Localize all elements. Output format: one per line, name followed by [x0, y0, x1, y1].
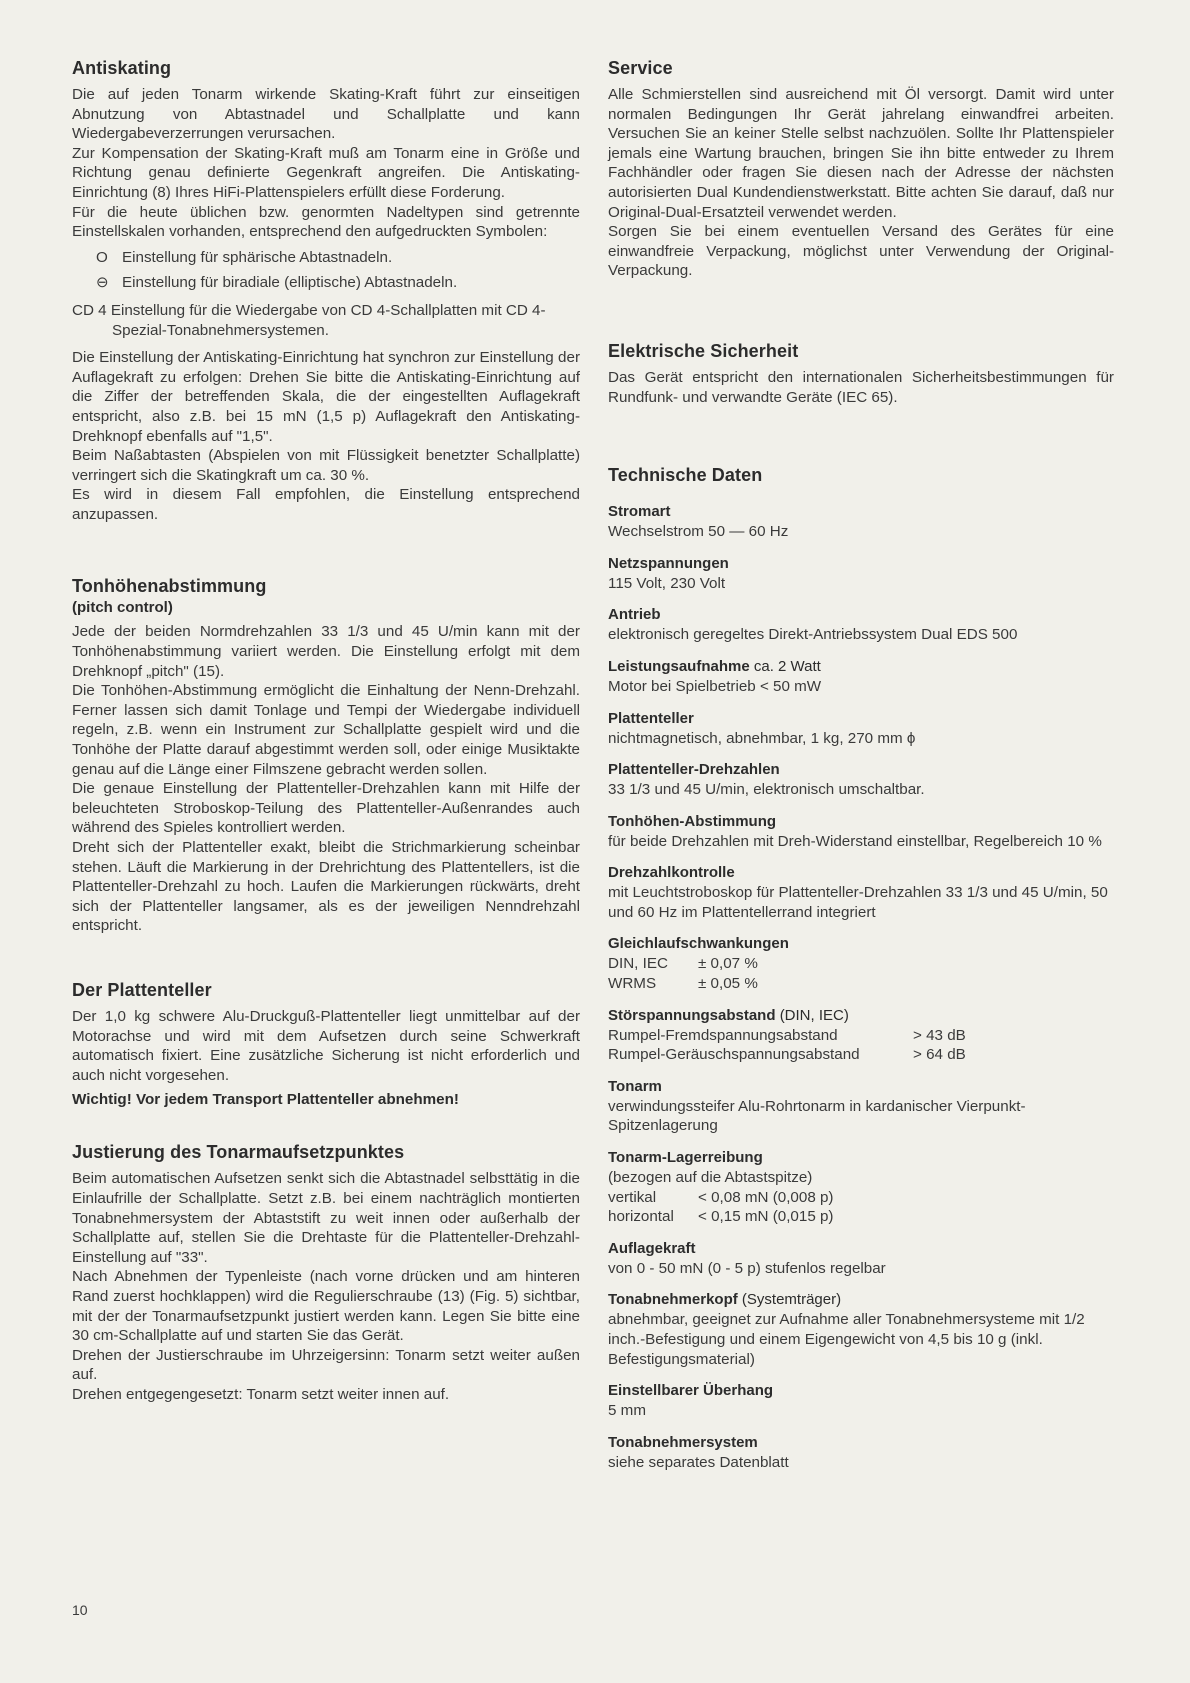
spec-value: mit Leuchtstroboskop für Plattenteller-Drehzahlen 33 1/3 und 45 U/min, 50 und 60 Hz im Plattentellerrand integriert	[608, 884, 1108, 921]
spec-antrieb	[608, 605, 1114, 645]
symbol-row-spherical	[72, 248, 580, 268]
spec-label	[608, 1290, 1114, 1310]
spec-drehzahlen	[608, 760, 1114, 800]
spec-label-extra: (DIN, IEC)	[779, 1006, 849, 1024]
biradial-symbol-icon: ⊖	[96, 274, 109, 292]
spec-row	[608, 1188, 1114, 1208]
justage-section	[72, 1142, 580, 1404]
platter-section	[72, 980, 580, 1108]
spec-row-key: horizontal	[608, 1208, 674, 1226]
spec-row-key: WRMS	[608, 975, 657, 993]
spec-label-text: Störspannungsabstand	[608, 1006, 776, 1024]
platter-heading: Der Plattenteller	[72, 979, 212, 1000]
antiskating-paragraph-1: Die auf jeden Tonarm wirkende Skating-Kraft führt zur einseitigen Abnutzung von Abtastnadel und Schallplatte und kann Wiedergabeverzerrungen verursachen.	[72, 86, 580, 143]
justage-paragraph-4: Drehen entgegengesetzt: Tonarm setzt weiter innen auf.	[72, 1385, 450, 1403]
safety-section	[608, 341, 1114, 407]
spherical-symbol-icon: O	[96, 248, 108, 266]
spec-tonhoehen-abstimmung	[608, 812, 1114, 852]
spec-row-key: Rumpel-Geräuschspannungsabstand	[608, 1046, 860, 1064]
justage-paragraph-1: Beim automatischen Aufsetzen senkt sich die Abtastnadel selbsttätig in die Einlaufrille der Schallplatte. Setzt z.B. bei einem nachträglich montierten Tonabnehmersystem der Abtaststift zu weit innen oder außerhalb der Schallplatte auf, stellen Sie die Drehtaste für die Plattenteller-Drehzahl-Einstellung auf "33".	[72, 1170, 580, 1266]
spec-label-text: Leistungsaufnahme	[608, 657, 750, 675]
pitch-subheading: (pitch control)	[72, 599, 173, 617]
spec-plattenteller	[608, 709, 1114, 749]
pitch-paragraph-1: Jede der beiden Normdrehzahlen 33 1/3 und 45 U/min kann mit der Tonhöhenabstimmung variiert werden. Die Einstellung erfolgt mit dem Drehknopf „pitch" (15).	[72, 623, 580, 680]
spec-label: Netzspannungen	[608, 554, 729, 572]
spec-row-key: DIN, IEC	[608, 955, 668, 973]
page-number: 10	[72, 1602, 88, 1618]
platter-paragraph: Der 1,0 kg schwere Alu-Druckguß-Plattenteller liegt unmittelbar auf der Motorachse und wird mit dem Aufsetzen durch seine Schwerkraft automatisch fixiert. Eine zusätzliche Sicherung ist nicht erforderlich und auch nicht vorgesehen.	[72, 1007, 580, 1084]
spec-lagerreibung	[608, 1148, 1114, 1227]
safety-paragraph: Das Gerät entspricht den internationalen Sicherheitsbestimmungen für Rundfunk- und verwandte Geräte (IEC 65).	[608, 368, 1114, 406]
antiskating-section	[72, 58, 580, 524]
spec-row	[608, 974, 1114, 994]
spec-label-extra: ca. 2 Watt	[753, 657, 821, 675]
spec-label: Drehzahlkontrolle	[608, 864, 735, 882]
biradial-setting-text: Einstellung für biradiale (elliptische) Abtastnadeln.	[122, 274, 458, 292]
pitch-paragraph-3: Die genaue Einstellung der Plattenteller-Drehzahlen kann mit Hilfe der beleuchteten Stroboskop-Teilung des Plattenteller-Außenrandes auch während des Spieles kontrolliert werden.	[72, 780, 580, 837]
spec-value: 115 Volt, 230 Volt	[608, 574, 726, 592]
spec-value: elektronisch geregeltes Direkt-Antriebssystem Dual EDS 500	[608, 626, 1018, 644]
spec-row	[608, 1026, 1114, 1046]
spec-label: Tonabnehmersystem	[608, 1433, 758, 1451]
antiskating-paragraph-5: Beim Naßabtasten (Abspielen von mit Flüssigkeit benetzter Schallplatte) verringert sich die Skatingkraft um ca. 30 %.	[72, 447, 580, 484]
spec-gleichlauf	[608, 934, 1114, 993]
antiskating-paragraph-6: Es wird in diesem Fall empfohlen, die Einstellung entsprechend anzupassen.	[72, 486, 580, 523]
spec-leistungsaufnahme	[608, 657, 1114, 697]
justage-paragraph-2: Nach Abnehmen der Typenleiste (nach vorne drücken und am hinteren Rand zuerst hochklappen) wird die Regulierschraube (13) (Fig. 5) sichtbar, mit der der Tonarmaufsetzpunkt justiert werden kann. Legen Sie bitte eine 30 cm-Schallplatte auf und starten Sie das Gerät.	[72, 1268, 580, 1345]
spec-value: 5 mm	[608, 1402, 646, 1420]
spec-label: Auflagekraft	[608, 1239, 696, 1257]
spec-label-extra: (Systemträger)	[741, 1291, 842, 1309]
spec-ueberhang	[608, 1381, 1114, 1421]
spec-value: siehe separates Datenblatt	[608, 1453, 789, 1471]
spec-tonabnehmerkopf	[608, 1290, 1114, 1369]
spec-label: Antrieb	[608, 606, 661, 624]
spec-value: Motor bei Spielbetrieb < 50 mW	[608, 677, 822, 695]
symbol-row-biradial	[72, 273, 580, 293]
spec-row-value: ± 0,05 %	[698, 975, 758, 993]
antiskating-paragraph-2: Zur Kompensation der Skating-Kraft muß am Tonarm eine in Größe und Richtung genau definierte Gegenkraft angreifen. Die Antiskating-Einrichtung (8) Ihres HiFi-Plattenspielers erfüllt diese Forderung.	[72, 144, 580, 201]
spec-label: Tonarm-Lagerreibung	[608, 1149, 763, 1167]
spec-value: verwindungssteifer Alu-Rohrtonarm in kardanischer Vierpunkt-Spitzenlagerung	[608, 1097, 1026, 1135]
justage-heading: Justierung des Tonarmaufsetzpunktes	[72, 1142, 405, 1163]
antiskating-paragraph-3: Für die heute üblichen bzw. genormten Nadeltypen sind getrennte Einstellskalen vorhanden, entsprechend den aufgedruckten Symbolen:	[72, 203, 580, 241]
spec-stoerspannung	[608, 1006, 1114, 1065]
platter-warning: Wichtig! Vor jedem Transport Plattenteller abnehmen!	[72, 1091, 459, 1109]
spec-label-text: Tonabnehmerkopf	[608, 1291, 738, 1309]
spec-row	[608, 954, 1114, 974]
spec-value: von 0 - 50 mN (0 - 5 p) stufenlos regelbar	[608, 1259, 886, 1277]
service-paragraph-2: Sorgen Sie bei einem eventuellen Versand des Gerätes für eine einwandfreie Verpackung, möglichst unter Verwendung der Original-Verpackung.	[608, 223, 1114, 280]
spec-value: nichtmagnetisch, abnehmbar, 1 kg, 270 mm ϕ	[608, 729, 916, 747]
spec-row-value: < 0,08 mN (0,008 p)	[698, 1188, 834, 1206]
justage-paragraph-3: Drehen der Justierschraube im Uhrzeigersinn: Tonarm setzt weiter außen auf.	[72, 1346, 580, 1384]
spec-row-value: > 43 dB	[913, 1026, 966, 1044]
spec-drehzahlkontrolle	[608, 863, 1114, 922]
spec-netzspannungen	[608, 554, 1114, 594]
spec-tonarm	[608, 1077, 1114, 1136]
spec-subtitle: (bezogen auf die Abtastspitze)	[608, 1169, 813, 1187]
spec-row-key: vertikal	[608, 1188, 657, 1206]
spec-auflagekraft	[608, 1239, 1114, 1279]
spec-label: Tonarm	[608, 1077, 662, 1095]
spec-row-key: Rumpel-Fremdspannungsabstand	[608, 1026, 838, 1044]
right-column	[608, 58, 1114, 1484]
pitch-heading: Tonhöhenabstimmung	[72, 576, 267, 597]
spec-row-value: > 64 dB	[913, 1046, 966, 1064]
service-heading: Service	[608, 58, 673, 78]
spec-label	[608, 657, 1114, 677]
spec-row-value: < 0,15 mN (0,015 p)	[698, 1208, 834, 1226]
spec-label: Tonhöhen-Abstimmung	[608, 812, 777, 830]
spec-tonabnehmersystem	[608, 1433, 1114, 1473]
spec-row	[608, 1045, 1114, 1065]
pitch-section	[72, 576, 580, 936]
spec-row-value: ± 0,07 %	[698, 955, 758, 973]
antiskating-paragraph-4: Die Einstellung der Antiskating-Einrichtung hat synchron zur Einstellung der Auflagekraft zu erfolgen: Drehen Sie bitte die Antiskating-Einrichtung auf die Ziffer der betreffenden Skala, die der eingestellten Auflagekraft entspricht, also z.B. bei 15 mN (1,5 p) Auflagekraft den Antiskating-Drehknopf ebenfalls auf "1,5".	[72, 349, 580, 445]
tech-section	[608, 465, 1114, 1472]
spec-value: 33 1/3 und 45 U/min, elektronisch umschaltbar.	[608, 781, 925, 799]
spec-label	[608, 1006, 1114, 1026]
spec-row	[608, 1207, 1114, 1227]
spec-value: abnehmbar, geeignet zur Aufnahme aller Tonabnehmersysteme mit 1/2 inch.-Befestigung und einem Eigengewicht von 4,5 bis 10 g (inkl. Befestigungsmaterial)	[608, 1311, 1085, 1368]
service-section	[608, 58, 1114, 281]
safety-heading: Elektrische Sicherheit	[608, 340, 799, 361]
spec-label: Plattenteller	[608, 709, 694, 727]
cd4-setting-text: CD 4 Einstellung für die Wiedergabe von CD 4-Schallplatten mit CD 4-Spezial-Tonabnehmersystemen.	[72, 301, 546, 339]
spec-label: Einstellbarer Überhang	[608, 1382, 774, 1400]
spec-value: für beide Drehzahlen mit Dreh-Widerstand einstellbar, Regelbereich 10 %	[608, 832, 1102, 850]
pitch-paragraph-2: Die Tonhöhen-Abstimmung ermöglicht die Einhaltung der Nenn-Drehzahl. Ferner lassen sich damit Tonlage und Tempi der Wiedergabe individuell regeln, z.B. wenn ein Instrument zur Schallplatte gespielt wird und die Tonhöhe der Platte darauf abgestimmt werden soll, oder einige Musiktakte genau auf die Länge einer Filmszene gebracht werden sollen.	[72, 682, 580, 778]
spherical-setting-text: Einstellung für sphärische Abtastnadeln.	[122, 248, 393, 266]
left-column	[72, 58, 580, 1404]
spec-label: Gleichlaufschwankungen	[608, 935, 789, 953]
pitch-paragraph-4: Dreht sich der Plattenteller exakt, bleibt die Strichmarkierung scheinbar stehen. Läuft die Markierung in der Drehrichtung des Plattentellers, ist die Plattenteller-Drehzahl zu hoch. Laufen die Markierungen rückwärts, dreht sich der Plattenteller langsamer, als es der jeweiligen Nenndrehzahl entspricht.	[72, 839, 580, 935]
tech-heading: Technische Daten	[608, 465, 763, 486]
spec-stromart	[608, 502, 1114, 542]
service-paragraph-1: Alle Schmierstellen sind ausreichend mit Öl versorgt. Damit wird unter normalen Bedingungen Ihr Gerät jahrelang einwandfrei arbeiten. Versuchen Sie an keiner Stelle selbst nachzuölen. Sollte Ihr Plattenspieler jemals eine Wartung brauchen, bringen Sie ihn bitte entweder zu Ihrem Fachhändler oder fragen Sie diesen nach der Adresse der nächsten autorisierten Dual Kundendienstwerkstatt. Bitte achten Sie darauf, daß nur Original-Dual-Ersatzteil verwendet werden.	[608, 86, 1114, 221]
antiskating-heading: Antiskating	[72, 58, 172, 78]
spec-value: Wechselstrom 50 — 60 Hz	[608, 523, 789, 541]
spec-label: Stromart	[608, 503, 671, 521]
spec-label: Plattenteller-Drehzahlen	[608, 761, 780, 779]
